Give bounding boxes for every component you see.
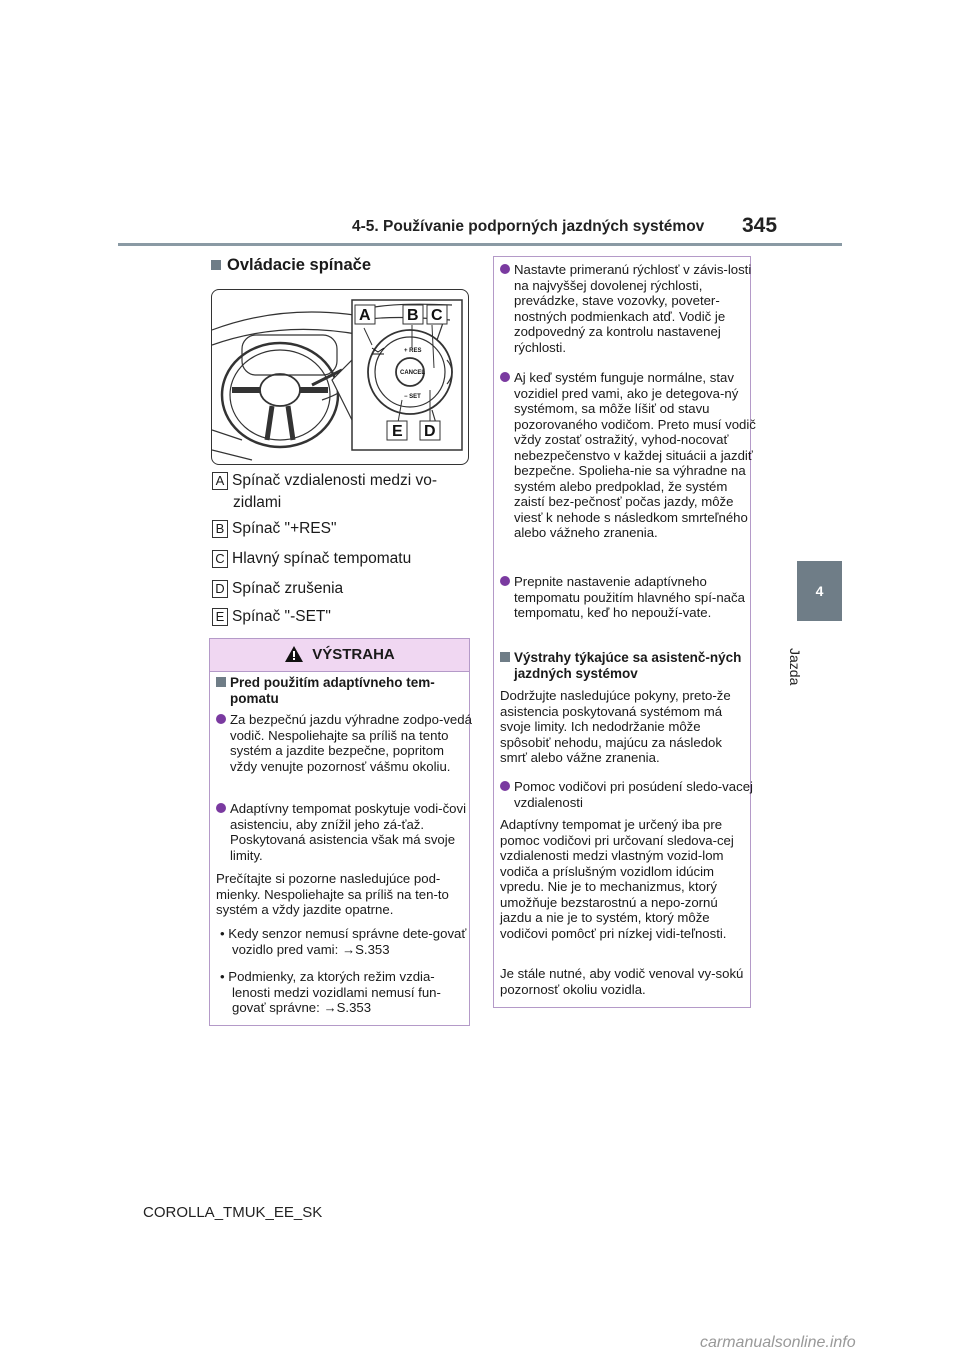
legend-key: D: [212, 580, 228, 598]
warning-paragraph: Prečítajte si pozorne nasledujúce pod-mienky. Nespoliehajte sa príliš na ten-to systém a vždy jazdite opatrne.: [216, 871, 449, 917]
diagram-label-e: E: [392, 423, 403, 440]
legend-key: E: [212, 608, 228, 626]
legend-text: Spínač zrušenia: [232, 580, 344, 597]
square-bullet-icon: [211, 260, 221, 270]
section-heading-text: Ovládacie spínače: [227, 256, 371, 274]
warning-dash-item: • Podmienky, za ktorých režim vzdia-lenosti medzi vozidlami nemusí fun-govať správne: →S.353: [220, 969, 441, 1015]
warning-bullet: [216, 801, 474, 863]
watermark: carmanualsonline.info: [700, 1334, 856, 1351]
page-number: 345: [742, 214, 778, 237]
warning-title: VÝSTRAHA: [312, 646, 395, 663]
right-bullet: [500, 779, 758, 810]
warning-subheading-text: Pred použitím adaptívneho tem-pomatu: [230, 675, 435, 706]
diagram-label-a: A: [359, 307, 371, 324]
legend-text: Spínač "+RES": [232, 520, 337, 537]
right-bullet-text: Nastavte primeranú rýchlosť v závis-losti na najvyššej dovolenej rýchlosti, prevádzke, stave vozovky, poveter-nostných podmienkach atď. Vodič je zodpovedný za kontrolu nastavenej rýchlosti.: [514, 262, 752, 355]
round-bullet-icon: [500, 264, 510, 274]
legend-item-b: [212, 518, 462, 540]
warning-dash-item: • Kedy senzor nemusí správne dete-govať vozidlo pred vami: →S.353: [220, 926, 467, 957]
chapter-tab: 4: [797, 561, 842, 621]
warning-subheading: [216, 675, 474, 706]
right-bullet-text: Pomoc vodičovi pri posúdení sledo-vacej vzdialenosti: [514, 779, 753, 810]
legend-item-d: [212, 578, 462, 600]
right-bullet: [500, 574, 758, 621]
footer-code: COROLLA_TMUK_EE_SK: [143, 1204, 323, 1221]
legend-key: A: [212, 472, 228, 490]
right-paragraph: Je stále nutné, aby vodič venoval vy-sokú pozornosť okoliu vozidla.: [500, 966, 744, 997]
steering-wheel-illustration: [212, 290, 468, 464]
right-bullet-text: Prepnite nastavenie adaptívneho tempomatu použitím hlavného spí-nača tempomatu, keď ho nepouží-vate.: [514, 574, 745, 620]
square-bullet-icon: [216, 677, 226, 687]
warning-bullet-text: Adaptívny tempomat poskytuje vodi-čovi asistenciu, aby znížil jeho zá-ťaž. Poskytovaná asistencia však má svoje limity.: [230, 801, 467, 863]
round-bullet-icon: [500, 781, 510, 791]
warning-triangle-icon: [284, 645, 304, 663]
diagram-label-d: D: [424, 423, 436, 440]
round-bullet-icon: [216, 714, 226, 724]
legend-text: Spínač vzdialenosti medzi vo-: [232, 472, 438, 489]
chapter-label: [783, 648, 803, 708]
square-bullet-icon: [500, 652, 510, 662]
right-paragraph: Dodržujte nasledujúce pokyny, preto-že asistencia poskytovaná systémom má svoje limity. Ich nedodržanie môže spôsobiť nehodu, majúcu za následok smrť alebo vážne zranenia.: [500, 688, 731, 765]
controls-diagram: [211, 289, 469, 465]
warning-dash-text: Podmienky, za ktorých režim vzdia-lenosti medzi vozidlami nemusí fun-govať správne: →S.353: [228, 969, 441, 1015]
diagram-label-c: C: [431, 307, 443, 324]
legend-key: C: [212, 550, 228, 568]
header-rule: [118, 243, 842, 246]
legend-text: Hlavný spínač tempomatu: [232, 550, 412, 567]
right-info-box: [493, 256, 756, 1008]
legend-item-e: [212, 606, 462, 628]
round-bullet-icon: [216, 803, 226, 813]
right-paragraph: Adaptívny tempomat je určený iba pre pomoc vodičovi pri určovaní sledova-cej vzdialenosti medzi vlastným vozid-lom vodiča a príslušným vozidlom idúcim vpredu. Nie je to mechanizmus, ktorý umožňuje bezstarostnú a nepo-zornú jazdu a nie je to systém, ktorý môže vodičovi pomôcť pri nízkej vidi-teľnosti.: [500, 817, 734, 941]
right-subheading-text: Výstrahy týkajúce sa asistenč-ných jazdných systémov: [514, 650, 742, 681]
legend-text: Spínač "-SET": [232, 608, 331, 625]
right-subheading: [500, 650, 758, 681]
header-section-title: 4-5. Používanie podporných jazdných systémov: [352, 218, 705, 235]
diagram-label-b: B: [407, 307, 419, 324]
legend-text-cont: zidlami: [233, 494, 282, 511]
legend-item-c: [212, 548, 462, 570]
section-heading: [211, 256, 371, 275]
right-bullet-text: Aj keď systém funguje normálne, stav vozidiel pred vami, ako je detegova-ný systémom, sa môže líšiť od stavu pozorovaného vodičom. Preto musí vodič vždy zostať ostražitý, vyhod-nocovať nebezpečenstvo v každej situácii a jazdiť bezpečne. Spolieha-nie sa výhradne na systém alebo predpoklad, že systém zaistí bez-pečnosť počas jazdy, môže viesť k nehode s následkom smrteľného alebo vážneho zranenia.: [514, 370, 756, 540]
right-bullet: [500, 262, 758, 355]
warning-dash-text: Kedy senzor nemusí správne dete-govať vozidlo pred vami: →S.353: [228, 926, 467, 957]
warning-bullet: [216, 712, 474, 774]
chapter-label-text: Jazda: [787, 648, 803, 686]
round-bullet-icon: [500, 576, 510, 586]
warning-header: [210, 639, 469, 672]
set-switch-label: − SET: [404, 394, 421, 400]
warning-box: [209, 638, 470, 1026]
cancel-switch-label: CANCEL: [400, 370, 425, 376]
legend-key: B: [212, 520, 228, 538]
round-bullet-icon: [500, 372, 510, 382]
legend-item-a: [212, 470, 462, 514]
right-bullet: [500, 370, 758, 541]
warning-bullet-text: Za bezpečnú jazdu výhradne zodpo-vedá vodič. Nespoliehajte sa príliš na tento systém a jazdite bezpečne, popritom vždy venujte pozornosť vášmu okoliu.: [230, 712, 472, 774]
res-switch-label: + RES: [404, 348, 422, 354]
